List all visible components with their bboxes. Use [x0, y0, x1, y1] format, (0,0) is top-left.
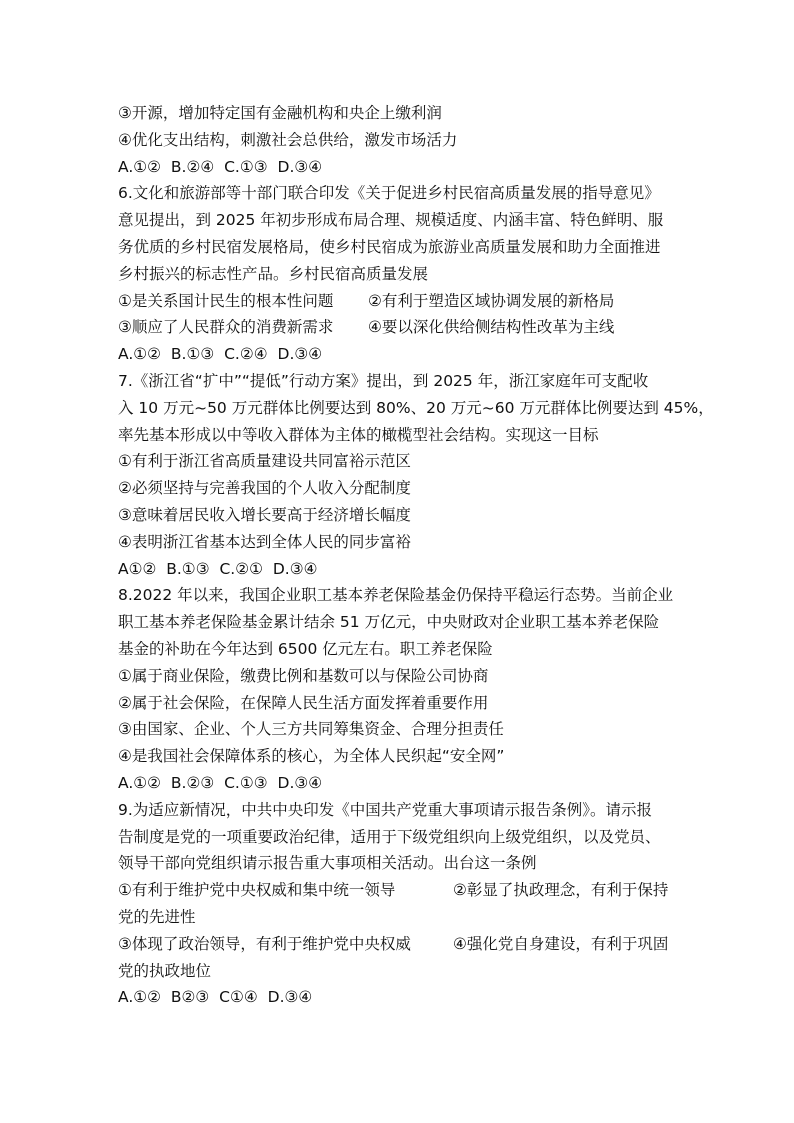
q8-stem-line-3: 基金的补助在今年达到 6500 亿元左右。职工养老保险	[118, 639, 493, 658]
q8-answer-choices: A.①② B.②③ C.①③ D.③④	[118, 773, 323, 792]
q6-stem-line-2: 意见提出，到 2025 年初步形成布局合理、规模适度、内涵丰富、特色鲜明、服	[118, 211, 664, 230]
q9-option-1: ①有利于维护党中央权威和集中统一领导	[118, 881, 396, 900]
q6-option-2: ②有利于塑造区域协调发展的新格局	[368, 291, 615, 310]
q5-answer-choices: A.①② B.②④ C.①③ D.③④	[118, 157, 323, 176]
q8-option-3: ③由国家、企业、个人三方共同筹集资金、合理分担责任	[118, 720, 504, 739]
q7-option-3: ③意味着居民收入增长要高于经济增长幅度	[118, 505, 411, 524]
q7-stem-line-1: 7.《浙江省“扩中”“提低”行动方案》提出，到 2025 年，浙江家庭年可支配收	[118, 371, 649, 390]
q9-options-row-1	[118, 877, 678, 904]
q6-answer-choices: A.①② B.①③ C.②④ D.③④	[118, 345, 323, 364]
q9-option-3: ③体现了政治领导，有利于维护党中央权威	[118, 934, 411, 953]
q8-option-2: ②属于社会保险，在保障人民生活方面发挥着重要作用	[118, 693, 489, 712]
q7-option-2: ②必须坚持与完善我国的个人收入分配制度	[118, 479, 411, 498]
q7-option-4: ④表明浙江省基本达到全体人民的同步富裕	[118, 532, 411, 551]
q9-answer-choices: A.①② B②③ C①④ D.③④	[118, 988, 313, 1007]
q8-option-1: ①属于商业保险，缴费比例和基数可以与保险公司协商	[118, 666, 489, 685]
q6-options-row-1	[118, 288, 678, 315]
q6-option-4: ④要以深化供给侧结构性改革为主线	[368, 318, 615, 337]
q9-stem-line-2: 告制度是党的一项重要政治纪律，适用于下级党组织向上级党组织，以及党员、	[118, 827, 661, 846]
q9-options-row-2	[118, 931, 678, 958]
q9-option-4: ④强化党自身建设，有利于巩固	[453, 934, 669, 953]
q9-stem-line-3: 领导干部向党组织请示报告重大事项相关活动。出台这一条例	[118, 854, 537, 873]
q5-option-4: ④优化支出结构，刺激社会总供给，激发市场活力	[118, 130, 458, 149]
q6-stem-line-3: 务优质的乡村民宿发展格局，使乡村民宿成为旅游业高质量发展和助力全面推进	[118, 237, 661, 256]
q6-stem-line-1: 6.文化和旅游部等十部门联合印发《关于促进乡村民宿高质量发展的指导意见》	[118, 184, 660, 203]
q7-option-1: ①有利于浙江省高质量建设共同富裕示范区	[118, 452, 411, 471]
q6-stem-line-4: 乡村振兴的标志性产品。乡村民宿高质量发展	[118, 264, 429, 283]
q7-answer-choices: A①② B.①③ C.②① D.③④	[118, 559, 318, 578]
q9-option-2-continued: 党的先进性	[118, 907, 196, 926]
q5-option-3: ③开源，增加特定国有金融机构和央企上缴利润	[118, 104, 442, 122]
q8-stem-line-2: 职工基本养老保险基金累计结余 51 万亿元，中央财政对企业职工基本养老保险	[118, 613, 660, 632]
q6-option-3: ③顺应了人民群众的消费新需求	[118, 318, 334, 337]
q9-option-2: ②彰显了执政理念，有利于保持	[453, 881, 669, 900]
q7-stem-line-2: 入 10 万元~50 万元群体比例要达到 80%、20 万元~60 万元群体比例要达到 45%，	[118, 398, 714, 417]
q9-stem-line-1: 9.为适应新情况，中共中央印发《中国共产党重大事项请示报告条例》。请示报	[118, 800, 653, 819]
q6-option-1: ①是关系国计民生的根本性问题	[118, 291, 334, 310]
exam-page	[118, 100, 714, 1011]
q6-options-row-2	[118, 314, 678, 341]
q9-option-4-continued: 党的执政地位	[118, 961, 212, 980]
q7-stem-line-3: 率先基本形成以中等收入群体为主体的橄榄型社会结构。实现这一目标	[118, 425, 599, 444]
q8-option-4: ④是我国社会保障体系的核心，为全体人民织起“安全网”	[118, 747, 505, 766]
q8-stem-line-1: 8.2022 年以来，我国企业职工基本养老保险基金仍保持平稳运行态势。当前企业	[118, 586, 674, 605]
